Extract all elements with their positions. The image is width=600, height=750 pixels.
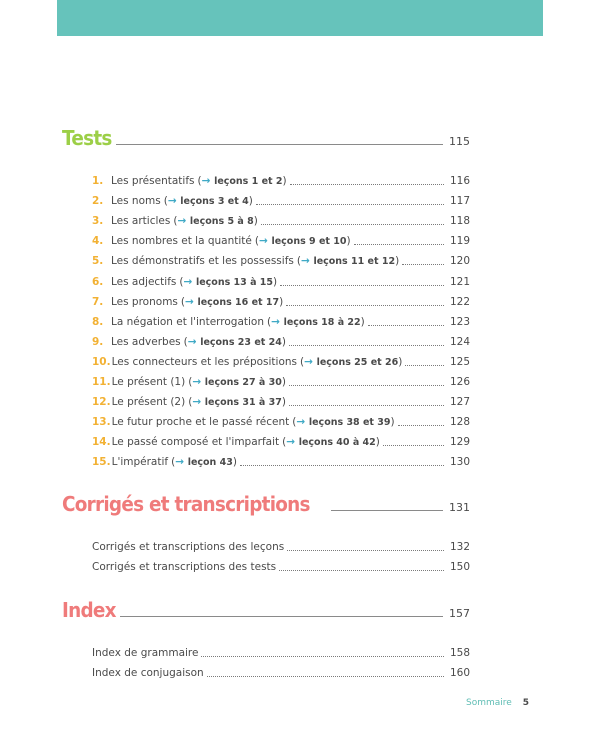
corriges-list xyxy=(92,534,470,574)
entry-page: 128 xyxy=(449,416,470,429)
arrow-icon: → xyxy=(175,456,188,469)
close-paren: ) xyxy=(253,215,258,228)
open-paren: ( xyxy=(171,456,176,469)
toc-entry[interactable] xyxy=(92,660,470,680)
entry-label: Les démonstratifs et les possessifs xyxy=(111,255,294,268)
entry-label: Les articles xyxy=(111,215,171,228)
close-paren: ) xyxy=(390,416,395,429)
dot-leader xyxy=(405,365,444,366)
arrow-icon: → xyxy=(183,275,196,288)
reference-text: leçons 38 et 39 xyxy=(308,417,391,429)
section-index-header[interactable] xyxy=(62,599,470,621)
entry-number: 5. xyxy=(92,255,104,268)
entry-label: Les adjectifs xyxy=(111,275,177,288)
entry-label: Les pronoms xyxy=(111,295,178,308)
entry-page: 150 xyxy=(449,561,470,574)
reference-text: leçons 5 à 8 xyxy=(189,216,254,228)
close-paren: ) xyxy=(281,335,286,348)
entry-number: 8. xyxy=(92,315,104,328)
dot-leader xyxy=(280,285,444,286)
entry-page: 120 xyxy=(449,255,470,268)
page-footer xyxy=(466,698,529,708)
entry-label: Le passé composé et l'imparfait xyxy=(111,436,280,449)
arrow-icon: → xyxy=(192,376,205,389)
arrow-icon: → xyxy=(259,235,272,248)
arrow-icon: → xyxy=(177,215,190,228)
dot-leader xyxy=(286,305,444,306)
open-paren: ( xyxy=(188,376,193,389)
entry-label: Les connecteurs et les prépositions xyxy=(111,355,298,368)
close-paren: ) xyxy=(375,436,380,449)
dot-leader xyxy=(383,445,444,446)
section-corriges xyxy=(62,493,470,515)
close-paren: ) xyxy=(232,456,237,469)
toc-entry[interactable] xyxy=(92,309,470,329)
entry-page: 158 xyxy=(449,647,470,660)
entry-reference xyxy=(300,356,402,369)
entry-number: 2. xyxy=(92,195,104,208)
reference-text: leçons 18 à 22 xyxy=(283,316,361,328)
toc-entry[interactable] xyxy=(92,409,470,429)
entry-reference xyxy=(188,376,286,389)
entry-page: 125 xyxy=(449,355,470,368)
toc-entry[interactable] xyxy=(92,248,470,268)
dot-leader xyxy=(207,676,444,677)
dot-leader xyxy=(398,425,444,426)
entry-page: 118 xyxy=(449,215,470,228)
entry-number: 10. xyxy=(92,355,111,368)
section-corriges-header[interactable] xyxy=(62,493,470,515)
section-corriges-page: 131 xyxy=(449,501,470,514)
open-paren: ( xyxy=(179,275,184,288)
reference-text: leçons 13 à 15 xyxy=(195,276,274,288)
dot-leader xyxy=(287,550,444,551)
entry-number: 11. xyxy=(92,376,111,389)
reference-text: leçons 1 et 2 xyxy=(214,176,283,188)
close-paren: ) xyxy=(281,396,286,409)
entry-page: 124 xyxy=(449,335,470,348)
entry-page: 130 xyxy=(449,456,470,469)
entry-page: 132 xyxy=(449,541,470,554)
entry-number: 14. xyxy=(92,436,111,449)
dot-leader xyxy=(368,325,444,326)
close-paren: ) xyxy=(398,355,403,368)
dot-leader xyxy=(279,570,444,571)
toc-entry[interactable] xyxy=(92,429,470,449)
section-index xyxy=(62,599,470,621)
entry-page: 122 xyxy=(449,295,470,308)
open-paren: ( xyxy=(197,175,202,188)
entry-page: 127 xyxy=(449,396,470,409)
dot-leader xyxy=(261,224,444,225)
open-paren: ( xyxy=(282,436,287,449)
reference-text: leçons 16 et 17 xyxy=(197,296,280,308)
entry-label: Corrigés et transcriptions des tests xyxy=(92,561,277,574)
toc-entry[interactable] xyxy=(92,534,470,554)
open-paren: ( xyxy=(173,215,178,228)
open-paren: ( xyxy=(188,396,193,409)
entry-label: Corrigés et transcriptions des leçons xyxy=(92,541,285,554)
reference-text: leçons 40 à 42 xyxy=(298,437,376,449)
entry-label: Index de grammaire xyxy=(92,647,199,660)
open-paren: ( xyxy=(163,195,168,208)
arrow-icon: → xyxy=(304,355,317,368)
entry-reference xyxy=(297,255,399,268)
arrow-icon: → xyxy=(300,255,314,268)
leader-line xyxy=(331,510,443,511)
dot-leader xyxy=(201,656,444,657)
dot-leader xyxy=(289,345,444,346)
arrow-icon: → xyxy=(167,195,181,208)
open-paren: ( xyxy=(292,416,297,429)
open-paren: ( xyxy=(180,295,185,308)
entry-reference xyxy=(171,456,237,469)
toc-entry[interactable] xyxy=(92,228,470,248)
entry-number: 3. xyxy=(92,215,104,228)
section-tests-page: 115 xyxy=(449,135,470,148)
dot-leader xyxy=(402,264,444,265)
footer-label: Sommaire xyxy=(466,698,512,708)
arrow-icon: → xyxy=(201,175,215,188)
close-paren: ) xyxy=(273,275,278,288)
open-paren: ( xyxy=(296,255,301,268)
toc-entry[interactable] xyxy=(92,188,470,208)
toc-entry[interactable] xyxy=(92,268,470,288)
open-paren: ( xyxy=(267,315,272,328)
dot-leader xyxy=(240,465,444,466)
close-paren: ) xyxy=(346,235,351,248)
entry-label: Le futur proche et le passé récent xyxy=(111,416,290,429)
entry-reference xyxy=(184,336,286,349)
entry-page: 116 xyxy=(449,175,470,188)
top-banner xyxy=(57,0,543,36)
open-paren: ( xyxy=(254,235,259,248)
dot-leader xyxy=(256,204,444,205)
dot-leader xyxy=(289,405,444,406)
reference-text: leçons 9 et 10 xyxy=(271,236,347,248)
reference-text: leçons 27 à 30 xyxy=(204,377,282,389)
toc-entry[interactable] xyxy=(92,449,470,469)
toc-entry[interactable] xyxy=(92,640,470,660)
entry-number: 4. xyxy=(92,235,104,248)
toc-entry[interactable] xyxy=(92,168,470,188)
toc-entry[interactable] xyxy=(92,554,470,574)
section-tests xyxy=(62,127,470,149)
reference-text: leçon 43 xyxy=(187,457,233,469)
entry-label: Les nombres et la quantité xyxy=(111,235,252,248)
entry-reference xyxy=(282,436,380,449)
entry-page: 126 xyxy=(449,376,470,389)
entry-number: 9. xyxy=(92,335,104,348)
entry-page: 160 xyxy=(449,667,470,680)
entry-page: 119 xyxy=(449,235,470,248)
entry-reference xyxy=(173,215,258,228)
reference-text: leçons 3 et 4 xyxy=(180,196,249,208)
close-paren: ) xyxy=(395,255,400,268)
reference-text: leçons 31 à 37 xyxy=(204,397,282,409)
footer-page-number: 5 xyxy=(522,698,529,708)
close-paren: ) xyxy=(282,175,287,188)
tests-list xyxy=(92,168,470,469)
entry-number: 15. xyxy=(92,456,111,469)
entry-label: L'impératif xyxy=(111,456,169,469)
arrow-icon: → xyxy=(187,335,201,348)
entry-page: 129 xyxy=(449,436,470,449)
entry-number: 1. xyxy=(92,175,104,188)
entry-reference xyxy=(292,416,394,429)
entry-reference xyxy=(255,235,351,248)
entry-number: 6. xyxy=(92,275,104,288)
entry-page: 123 xyxy=(449,315,470,328)
toc-entry[interactable] xyxy=(92,289,470,309)
entry-label: La négation et l'interrogation xyxy=(111,315,265,328)
dot-leader xyxy=(290,184,444,185)
section-corriges-title: Corrigés et transcriptions xyxy=(62,492,310,516)
open-paren: ( xyxy=(183,335,188,348)
open-paren: ( xyxy=(300,355,305,368)
close-paren: ) xyxy=(360,315,365,328)
arrow-icon: → xyxy=(296,416,309,429)
entry-page: 121 xyxy=(449,275,470,288)
reference-text: leçons 11 et 12 xyxy=(313,256,396,268)
entry-number: 12. xyxy=(92,396,111,409)
index-list xyxy=(92,640,470,680)
close-paren: ) xyxy=(279,295,284,308)
toc-entry[interactable] xyxy=(92,329,470,349)
entry-label: Index de conjugaison xyxy=(92,667,204,680)
close-paren: ) xyxy=(281,376,286,389)
entry-page: 117 xyxy=(449,195,470,208)
section-tests-title: Tests xyxy=(62,126,112,150)
entry-reference xyxy=(188,396,286,409)
arrow-icon: → xyxy=(185,295,198,308)
leader-line xyxy=(116,144,443,145)
entry-reference xyxy=(164,195,253,208)
reference-text: leçons 25 et 26 xyxy=(316,356,399,368)
toc-entry[interactable] xyxy=(92,208,470,228)
entry-label: Les présentatifs xyxy=(111,175,195,188)
leader-line xyxy=(120,616,443,617)
section-index-title: Index xyxy=(62,598,116,622)
entry-label: Les noms xyxy=(111,195,161,208)
reference-text: leçons 23 et 24 xyxy=(200,336,282,348)
entry-number: 7. xyxy=(92,295,104,308)
toc-entry[interactable] xyxy=(92,369,470,389)
entry-label: Le présent (2) xyxy=(111,396,186,409)
dot-leader xyxy=(354,244,444,245)
arrow-icon: → xyxy=(286,436,299,449)
entry-reference xyxy=(181,296,283,309)
entry-number: 13. xyxy=(92,416,111,429)
close-paren: ) xyxy=(248,195,253,208)
entry-label: Les adverbes xyxy=(111,335,181,348)
section-tests-header[interactable] xyxy=(62,127,470,149)
arrow-icon: → xyxy=(271,315,284,328)
entry-reference xyxy=(179,276,277,289)
entry-reference xyxy=(197,175,286,188)
section-index-page: 157 xyxy=(449,607,470,620)
entry-reference xyxy=(267,316,365,329)
dot-leader xyxy=(289,385,444,386)
toc-entry[interactable] xyxy=(92,389,470,409)
arrow-icon: → xyxy=(192,396,205,409)
toc-entry[interactable] xyxy=(92,349,470,369)
entry-label: Le présent (1) xyxy=(111,376,186,389)
